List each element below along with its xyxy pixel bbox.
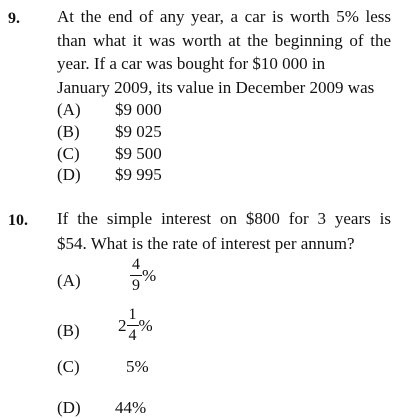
question-9-stem-line-4: January 2009, its value in December 2009 was — [57, 78, 375, 97]
question-10-option-a-value — [130, 256, 156, 295]
question-10-stem-line-2: $54. What is the rate of interest per annum? — [57, 234, 355, 253]
fraction-bar — [127, 325, 139, 326]
question-10-option-b-label: (B) — [57, 321, 80, 340]
fraction-denominator: 4 — [128, 327, 137, 344]
percent-sign: % — [138, 315, 153, 335]
fraction-denominator: 9 — [132, 277, 140, 294]
fraction-numerator: 1 — [128, 306, 137, 323]
fraction-bar — [130, 275, 142, 276]
question-10-option-d-label: (D) — [57, 398, 81, 417]
question-10-option-c-label: (C) — [57, 357, 80, 376]
question-10-option-d-value: 44% — [115, 398, 147, 417]
question-10-option-c-value: 5% — [126, 357, 149, 376]
question-9-option-d-label: (D) — [57, 165, 81, 184]
whole-number: 2 — [118, 315, 127, 335]
question-9-stem-line-1: At the end of any year, a car is worth 5% less — [57, 7, 391, 26]
question-10-stem-line-1: If the simple interest on $800 for 3 years is — [57, 209, 391, 228]
fraction — [130, 256, 142, 295]
question-9-option-b-label: (B) — [57, 122, 80, 141]
question-10-number: 10. — [8, 212, 28, 229]
question-9-stem-line-3: year. If a car was bought for $10 000 in — [57, 54, 326, 73]
fraction — [127, 306, 139, 345]
question-9-number: 9. — [8, 10, 20, 27]
question-9-option-c-label: (C) — [57, 144, 80, 163]
question-10-option-a-label: (A) — [57, 271, 81, 290]
question-9-option-b-value: $9 025 — [115, 122, 162, 141]
question-10-option-b-value — [118, 306, 153, 345]
question-9-stem-line-2: than what it was worth at the beginning of the — [57, 31, 391, 50]
question-9-option-c-value: $9 500 — [115, 144, 162, 163]
fraction-numerator: 4 — [132, 256, 140, 273]
question-9-option-d-value: $9 995 — [115, 165, 162, 184]
percent-sign: % — [142, 265, 157, 285]
question-9-option-a-label: (A) — [57, 100, 81, 119]
question-9-option-a-value: $9 000 — [115, 100, 162, 119]
